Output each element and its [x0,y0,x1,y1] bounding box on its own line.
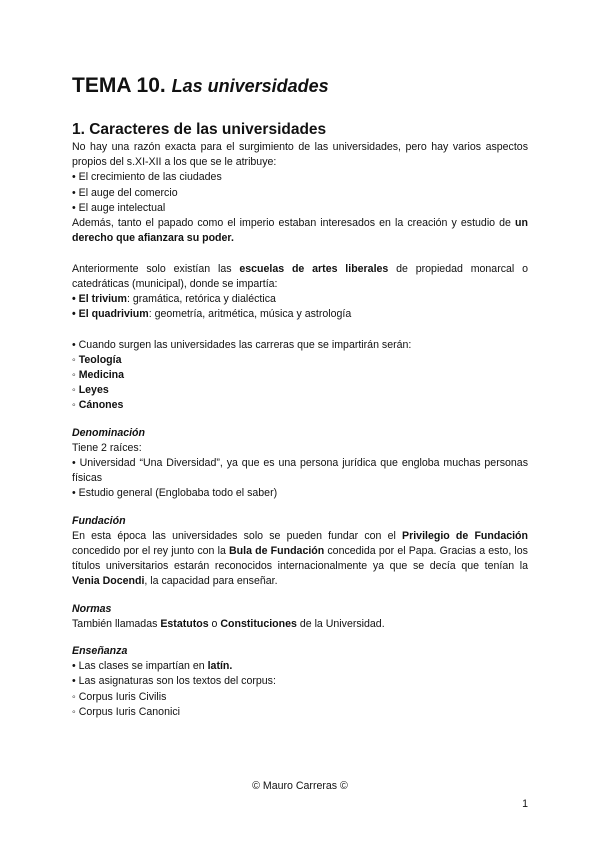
normas-paragraph: También llamadas Estatutos o Constituciones de la Universidad. [72,617,385,630]
list-item: ◦ Cánones [72,399,124,412]
list-item: • El quadrivium: geometría, aritmética, música y astrología [72,308,352,321]
list-item: • El auge del comercio [72,186,178,199]
list-item: • El trivium: gramática, retórica y dialéctica [72,293,276,306]
list-item: • Las asignaturas son los textos del corpus: [72,675,276,688]
subheading-normas: Normas [72,602,112,615]
subheading-ensenanza: Enseñanza [72,645,128,658]
list-item: • Universidad “Una Diversidad”, ya que es una persona jurídica que engloba muchas personas físicas [72,457,528,485]
title-main: TEMA 10. [72,74,166,97]
document-body [72,140,528,720]
intro-paragraph: No hay una razón exacta para el surgimiento de las universidades, pero hay varios aspectos propios del s.XI-XII a los que se le atribuye: [72,141,528,169]
page-number: 1 [522,798,528,810]
list-item: ◦ Corpus Iuris Canonici [72,705,180,718]
list-item: • Estudio general (Englobaba todo el saber) [72,487,278,500]
subheading-denominacion: Denominación [72,426,145,439]
title-italic: Las universidades [171,76,329,96]
schools-paragraph: Anteriormente solo existían las escuelas de artes liberales de propiedad monarcal o catedráticas (municipal), donde se impartía: [72,262,528,290]
denominacion-line: Tiene 2 raíces: [72,441,142,454]
careers-intro: • Cuando surgen las universidades las carreras que se impartirán serán: [72,338,412,351]
footer-credit: © Mauro Carreras © [252,780,348,792]
fundacion-paragraph: En esta época las universidades solo se pueden fundar con el Privilegio de Fundación concedido por el rey junto con la Bula de Fundación concedida por el Papa. Gracias a esto, los títulos universitarios estarán reconocidos internacionalmente ya que se decía que tenían la Venia Docendi, la capacidad para enseñar. [72,529,529,588]
list-item: ◦ Corpus Iuris Civilis [72,690,167,703]
list-item: ◦ Teología [72,353,122,366]
subheading-fundacion: Fundación [72,514,126,527]
list-item: • Las clases se impartían en latín. [72,660,233,673]
page-title [72,74,329,98]
section-heading: 1. Caracteres de las universidades [72,121,327,138]
interest-paragraph: Además, tanto el papado como el imperio estaban interesados en la creación y estudio de un derecho que afianzara su poder. [72,217,528,245]
list-item: ◦ Leyes [72,384,109,397]
list-item: ◦ Medicina [72,369,125,382]
list-item: • El auge intelectual [72,201,166,214]
list-item: • El crecimiento de las ciudades [72,171,222,184]
